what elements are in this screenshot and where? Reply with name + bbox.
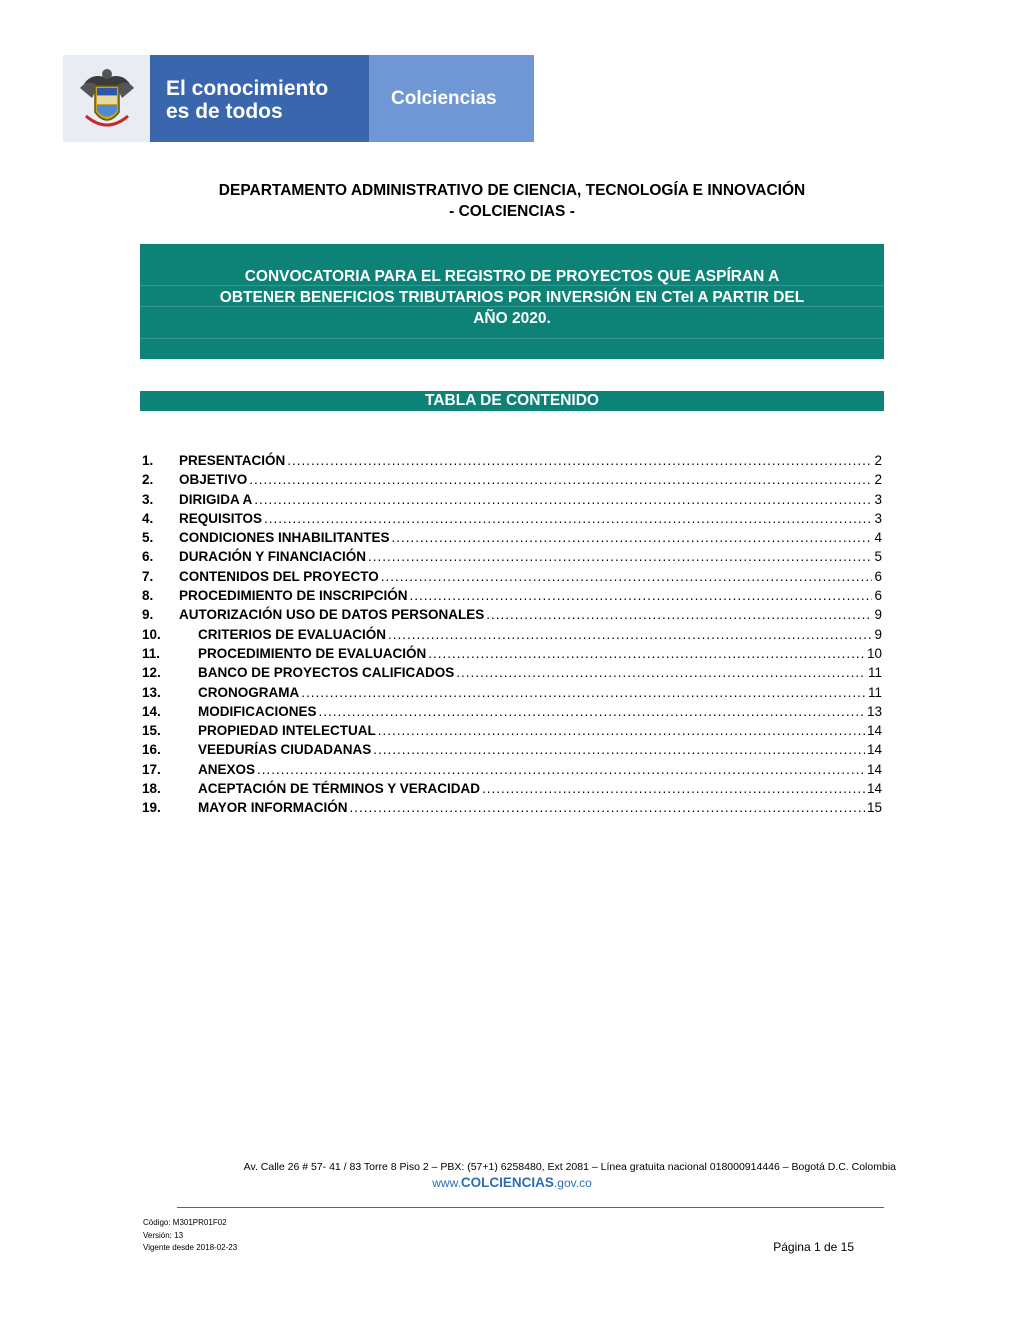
convocatoria-line-3: AÑO 2020.: [473, 310, 551, 327]
toc-item-page: 3: [874, 491, 882, 507]
website-prefix: www.: [432, 1176, 461, 1190]
toc-item-number: 12.: [142, 665, 161, 681]
toc-leader-dots: [378, 723, 865, 738]
toc-item-title: DURACIÓN Y FINANCIACIÓN: [179, 549, 367, 565]
toc-item-title: CRITERIOS DE EVALUACIÓN: [198, 626, 387, 642]
convocatoria-line-1: CONVOCATORIA PARA EL REGISTRO DE PROYECTOS QUE ASPÍRAN A: [244, 268, 780, 285]
toc-item[interactable]: [142, 723, 882, 742]
toc-leader-dots: [319, 704, 865, 719]
toc-item-page: 14: [866, 781, 882, 797]
toc-leader-dots: [350, 800, 865, 815]
toc-item-title: PROCEDIMIENTO DE EVALUACIÓN: [198, 645, 427, 661]
toc-item[interactable]: [142, 685, 882, 704]
toc-item[interactable]: [142, 781, 882, 800]
toc-item-page: 9: [874, 607, 882, 623]
toc-item-page: 2: [874, 453, 882, 468]
toc-item-number: 13.: [142, 684, 161, 700]
toc-item-number: 6.: [142, 549, 154, 565]
toc-item-title: CONTENIDOS DEL PROYECTO: [179, 568, 379, 584]
convocatoria-banner: [140, 244, 884, 359]
toc-leader-dots: [482, 781, 865, 796]
slogan-line-2: es de todos: [166, 100, 283, 123]
toc-item-page: 3: [874, 510, 882, 526]
toc-item-page: 13: [866, 703, 882, 719]
toc-item[interactable]: [142, 511, 882, 530]
convocatoria-line-2: OBTENER BENEFICIOS TRIBUTARIOS POR INVERSIÓN EN CTeI A PARTIR DEL: [219, 289, 805, 306]
toc-item-page: 14: [866, 761, 882, 777]
toc-item-title: BANCO DE PROYECTOS CALIFICADOS: [198, 665, 455, 681]
toc-item-number: 3.: [142, 491, 154, 507]
toc-leader-dots: [373, 742, 865, 757]
toc-item-number: 1.: [142, 453, 154, 468]
toc-item-page: 14: [866, 742, 882, 758]
toc-item[interactable]: [142, 627, 882, 646]
toc-item-page: 11: [867, 684, 882, 700]
toc-item[interactable]: [142, 762, 882, 781]
toc-item-title: CONDICIONES INHABILITANTES: [179, 530, 390, 546]
slogan-line-1: El conocimiento: [166, 77, 329, 100]
toc-item-title: MAYOR INFORMACIÓN: [198, 800, 348, 816]
toc-item-title: PROCEDIMIENTO DE INSCRIPCIÓN: [179, 588, 408, 604]
toc-item[interactable]: [142, 704, 882, 723]
toc-item[interactable]: [142, 549, 882, 568]
toc-item-title: CRONOGRAMA: [198, 684, 300, 700]
header-logo-banner: [63, 55, 534, 142]
toc-item-number: 17.: [142, 761, 161, 777]
toc-item-page: 15: [866, 800, 882, 816]
toc-item-page: 6: [874, 588, 882, 604]
toc-item-title: AUTORIZACIÓN USO DE DATOS PERSONALES: [179, 607, 485, 623]
toc-leader-dots: [254, 492, 872, 507]
toc-leader-dots: [257, 762, 865, 777]
toc-leader-dots: [249, 472, 872, 487]
toc-item-page: 6: [874, 568, 882, 584]
toc-item-number: 15.: [142, 723, 161, 739]
toc-item-page: 9: [874, 626, 882, 642]
brand-name: Colciencias: [391, 87, 497, 109]
doc-version: Versión: 13: [143, 1230, 184, 1240]
toc-item-number: 16.: [142, 742, 161, 758]
toc-leader-dots: [428, 646, 865, 661]
page-title-line-1: DEPARTAMENTO ADMINISTRATIVO DE CIENCIA, TECNOLOGÍA E INNOVACIÓN: [218, 182, 806, 199]
document-metadata: [143, 1217, 237, 1255]
toc-item-page: 2: [874, 472, 882, 488]
toc-item-title: REQUISITOS: [179, 510, 263, 526]
footer-divider: [177, 1207, 884, 1208]
toc-item[interactable]: [142, 588, 882, 607]
page-number: Página 1 de 15: [773, 1240, 854, 1254]
toc-item[interactable]: [142, 530, 882, 549]
toc-item-page: 10: [866, 645, 882, 661]
page-title: [140, 180, 884, 222]
toc-item-title: MODIFICACIONES: [198, 703, 317, 719]
toc-item[interactable]: [142, 607, 882, 626]
toc-item-title: PRESENTACIÓN: [179, 453, 286, 468]
toc-item[interactable]: [142, 453, 882, 472]
toc-item-number: 4.: [142, 510, 154, 526]
toc-item[interactable]: [142, 472, 882, 491]
website-suffix: .gov.co: [553, 1176, 592, 1190]
toc-item-page: 11: [867, 665, 882, 681]
toc-item-title: ACEPTACIÓN DE TÉRMINOS Y VERACIDAD: [198, 781, 481, 797]
toc-leader-dots: [264, 511, 872, 526]
toc-item-number: 9.: [142, 607, 154, 623]
toc-item-number: 19.: [142, 800, 161, 816]
toc-item-number: 14.: [142, 703, 161, 719]
toc-item[interactable]: [142, 800, 882, 819]
toc-leader-dots: [287, 453, 872, 468]
toc-item[interactable]: [142, 569, 882, 588]
toc-leader-dots: [410, 588, 873, 603]
toc-item-title: ANEXOS: [198, 761, 256, 777]
toc-item-title: VEEDURÍAS CIUDADANAS: [198, 742, 372, 758]
toc-item[interactable]: [142, 665, 882, 684]
slogan: [150, 55, 369, 142]
toc-item-title: PROPIEDAD INTELECTUAL: [198, 723, 376, 739]
toc-leader-dots: [381, 569, 873, 584]
toc-item-title: DIRIGIDA A: [179, 491, 253, 507]
website-domain: COLCIENCIAS: [460, 1175, 554, 1190]
toc-item-number: 5.: [142, 530, 154, 546]
toc-item[interactable]: [142, 492, 882, 511]
footer-address: Av. Calle 26 # 57- 41 / 83 Torre 8 Piso 2 – PBX: (57+1) 6258480, Ext 2081 – Línea gratuita nacional 018000914446 – Bogotá D.C. Colombia: [243, 1161, 896, 1173]
doc-valid-since: Vigente desde 2018-02-23: [143, 1243, 238, 1252]
toc-leader-dots: [368, 549, 872, 564]
page-title-line-2: - COLCIENCIAS -: [449, 203, 575, 220]
toc-item[interactable]: [142, 646, 882, 665]
toc-item-number: 7.: [142, 568, 154, 584]
toc-leader-dots: [456, 665, 866, 680]
toc-item[interactable]: [142, 742, 882, 761]
doc-code: Código: M301PR01F02: [143, 1218, 227, 1227]
toc-item-number: 18.: [142, 781, 161, 797]
toc-item-number: 10.: [142, 626, 161, 642]
toc-item-page: 14: [866, 723, 882, 739]
toc-item-page: 5: [874, 549, 882, 565]
footer-website-link[interactable]: [140, 1175, 884, 1190]
toc-item-title: OBJETIVO: [179, 472, 248, 488]
toc-heading: TABLA DE CONTENIDO: [140, 391, 884, 411]
table-of-contents: [142, 453, 882, 820]
toc-item-number: 11.: [142, 645, 161, 661]
toc-leader-dots: [392, 530, 873, 545]
toc-item-number: 8.: [142, 588, 154, 604]
coat-of-arms-icon: [63, 55, 150, 142]
toc-item-number: 2.: [142, 472, 154, 488]
toc-item-page: 4: [874, 530, 882, 546]
toc-leader-dots: [388, 627, 872, 642]
toc-leader-dots: [486, 607, 872, 622]
colciencias-logo: [369, 55, 534, 142]
toc-leader-dots: [301, 685, 866, 700]
